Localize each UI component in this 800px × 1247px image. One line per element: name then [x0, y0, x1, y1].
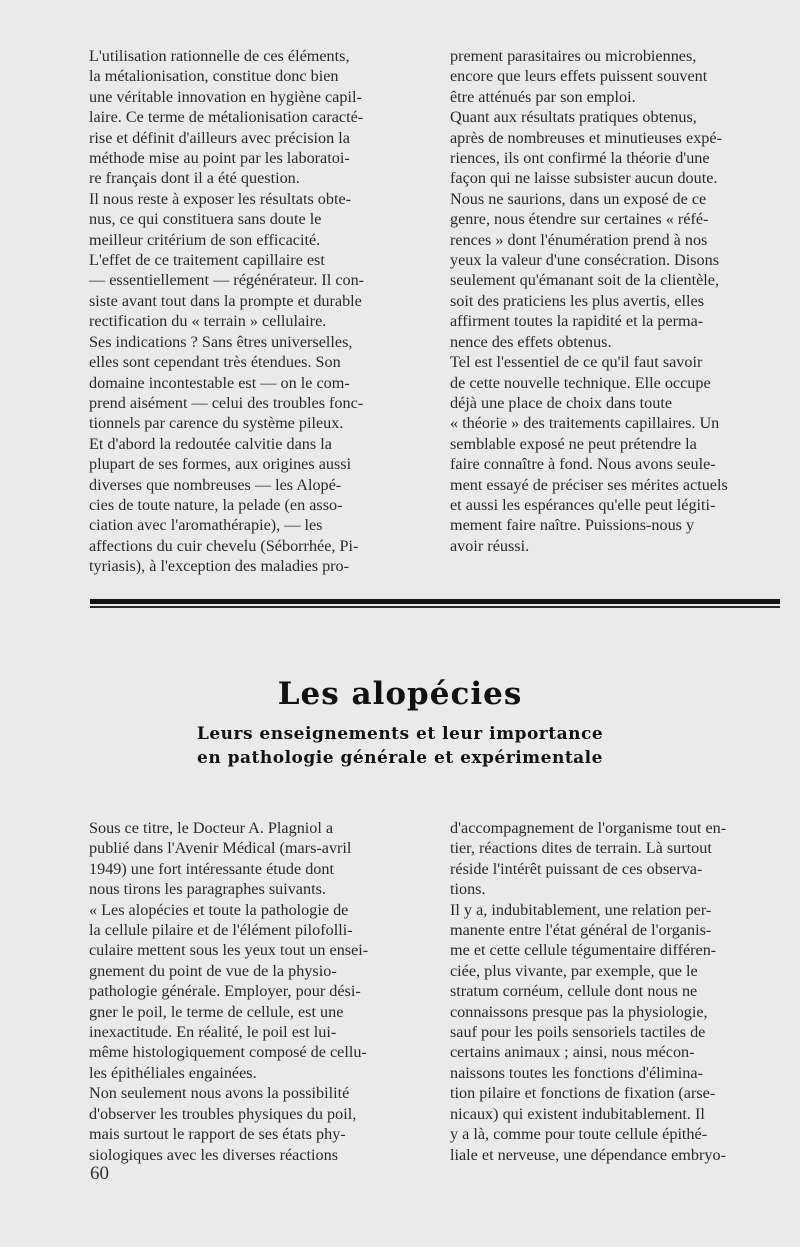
body-text: L'utilisation rationnelle de ces éléments, la métalionisation, constitue donc bien une véritable innovation en hygiène capil- laire. Ce terme de métalionisation caracté- rise et définit d'ailleurs avec précision la méthode mise au point par les laboratoi- re français dont il a été question. Il nous reste à exposer les résultats obte- nus, ce qui constituera sans doute le meilleur critérium de son efficacité. L'effet de ce traitement capillaire est — essentiellement — régénérateur. Il con- siste avant tout dans la prompte et durable rectification du « terrain » cellulaire. Ses indications ? Sans êtres universelles, elles sont cependant très étendues. Son domaine incontestable est — on le com- prend aisément — celui des troubles fonc- tionnels par carence du système pileux. Et d'abord la redoutée calvitie dans la plupart de ses formes, aux origines aussi diverses que nombreuses — les Alopé- cies de toute nature, la pelade (en asso- ciation avec l'aromathérapie), — les affections du cuir chevelu (Séborrhée, Pi- tyriasis), à l'exception des maladies pro-: [89, 47, 365, 576]
body-text: prement parasitaires ou microbiennes, encore que leurs effets puissent souvent être atténués par son emploi. Quant aux résultats pratiques obtenus, après de nombreuses et minutieuses expé- riences, ils ont confirmé la théorie d'une façon qui ne laisse subsister aucun doute. Nous ne saurions, dans un exposé de ce genre, nous étendre sur certaines « réfé- rences » dont l'énumération prend à nos yeux la valeur d'une consécration. Disons seulement qu'émanant soit de la clientèle, soit des praticiens les plus avertis, elles affirment toutes la rapidité et la perma- nence des effets obtenus. Tel est l'essentiel de ce qu'il faut savoir de cette nouvelle technique. Elle occupe déjà une place de choix dans toute « théorie » des traitements capillaires. Un semblable exposé ne peut prétendre la faire connaître à fond. Nous avons seule- ment essayé de préciser ses mérites actuels et aussi les espérances qu'elle peut légiti- mement faire naître. Puissions-nous y avoir réussi.: [450, 47, 728, 555]
section-divider-thin: [90, 606, 780, 608]
article-subtitle-line-2: en pathologie générale et expérimentale: [197, 748, 603, 768]
article-left-column: [89, 818, 429, 1165]
article-subtitle-line-1: Leurs enseignements et leur importance: [196, 724, 604, 744]
page-number: 60: [90, 1163, 109, 1184]
section-divider-thick: [90, 599, 780, 604]
article-right-column: [450, 818, 785, 1165]
body-text: d'accompagnement de l'organisme tout en- tier, réactions dites de terrain. Là surtout réside l'intérêt puissant de ces observa- tions. Il y a, indubitablement, une relation per- manente entre l'état général de l'organis- me et cette cellule tégumentaire différen- ciée, plus vivante, par exemple, que le stratum cornéum, cellule dont nous ne connaissons presque pas la physiologie, sauf pour les poils sensoriels tactiles de certains animaux ; ainsi, nous mécon- naissons toutes les fonctions d'élimina- tion pilaire et fonctions de fixation (arse- nicaux) qui existent indubitablement. Il y a là, comme pour toute cellule épithé- liale et nerveuse, une dépendance embryo-: [450, 819, 727, 1164]
article-continuation-left-column: [89, 46, 434, 577]
body-text: Sous ce titre, le Docteur A. Plagniol a publié dans l'Avenir Médical (mars-avril 1949) une fort intéressante étude dont nous tirons les paragraphes suivants. « Les alopécies et toute la pathologie de la cellule pilaire et de l'élément pilofolli- culaire mettent sous les yeux tout un ensei- gnement du point de vue de la physio- pathologie générale. Employer, pour dési- gner le poil, le terme de cellule, est une inexactitude. En réalité, le poil est lui- même histologiquement composé de cellu- les épithéliales engainées. Non seulement nous avons la possibilité d'observer les troubles physiques du poil, mais surtout le rapport de ses états phy- siologiques avec les diverses réactions: [89, 819, 369, 1164]
article-continuation-right-column: [450, 46, 785, 556]
article-headline: Les alopécies: [277, 676, 523, 712]
